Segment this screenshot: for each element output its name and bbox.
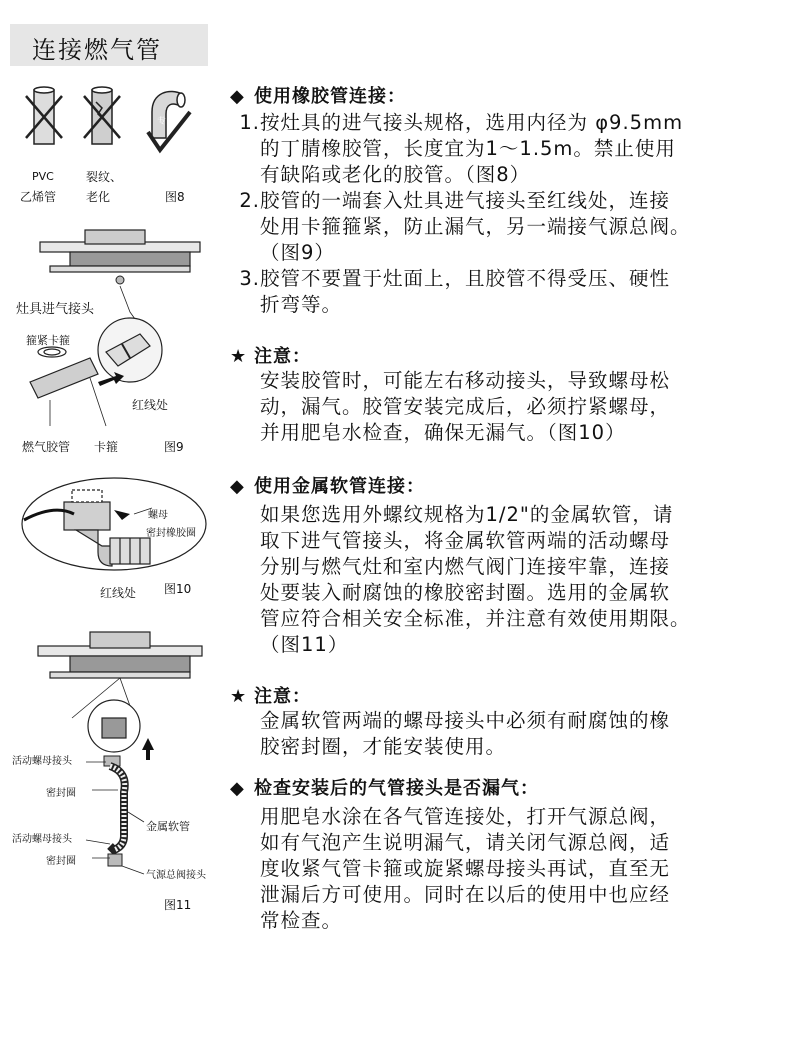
paragraph-line: 并用肥皂水检查，确保无漏气。（图10）	[260, 421, 626, 444]
fig9-gas-hose-label: 燃气胶管	[22, 440, 71, 454]
note-2-heading	[230, 682, 786, 708]
diamond-bullet-icon: ◆	[230, 778, 245, 799]
paragraph-line: 处要装入耐腐蚀的橡胶密封圈。选用的金属软	[260, 581, 671, 604]
metal-hose-icon	[104, 756, 125, 866]
metal-hose-heading	[230, 472, 786, 498]
list-item-line: 胶管的一端套入灶具进气接头至红线处，连接	[260, 189, 671, 212]
fig11-metal-hose-label: 金属软管	[146, 820, 190, 833]
star-bullet-icon: ★	[230, 686, 248, 707]
rubber-hose-list	[230, 110, 786, 318]
fig9-red-line-label: 红线处	[132, 398, 169, 412]
note-2-heading-text: 注意：	[254, 686, 311, 707]
note-1-heading	[230, 342, 786, 368]
paragraph-line: 金属软管两端的螺母接头中必须有耐腐蚀的橡	[260, 709, 671, 732]
paragraph-line: 度收紧气管卡箍或旋紧螺母接头再试，直至无	[260, 857, 671, 880]
clamp-icon	[38, 347, 66, 357]
leak-check-heading-text: 检查安装后的气管接头是否漏气：	[254, 778, 539, 799]
paragraph-line: 管应符合相关安全标准，并注意有效使用期限。	[260, 607, 691, 630]
diamond-bullet-icon: ◆	[230, 86, 245, 107]
fig8-aging-label: 老化	[86, 190, 111, 204]
paragraph-line: 泄漏后方可使用。同时在以后的使用中也应经	[260, 883, 671, 906]
leak-check-heading	[230, 774, 786, 800]
paragraph-line: 用肥皂水涂在各气管连接处，打开气源总阀，	[260, 805, 671, 828]
paragraph-line: 如果您选用外螺纹规格为1/2"的金属软管，请	[260, 503, 674, 526]
fig11-valve-joint-label: 气源总阀接头	[146, 870, 206, 881]
fig8-pvc-label: PVC	[32, 170, 54, 183]
fig9-clamp-tight-label: 箍紧卡箍	[26, 334, 70, 347]
fig8-special-label: 专用	[156, 114, 176, 128]
fig9-caption: 图9	[164, 440, 184, 454]
page-title: 连接燃气管	[32, 36, 162, 64]
list-item-number: 3.	[239, 267, 260, 290]
list-item-line: 处用卡箍箍紧，防止漏气，另一端接气源总阀。	[260, 215, 691, 238]
fig8-pvc-label-2: 乙烯管	[20, 190, 57, 204]
rubber-hose-heading	[230, 82, 786, 108]
inlet-joint-icon	[116, 276, 124, 284]
fig10-caption: 图10	[164, 582, 192, 596]
note-1-body	[230, 368, 787, 446]
fig10-nut-label: 螺母	[148, 510, 168, 521]
list-item	[230, 188, 786, 266]
fig9-inlet-label: 灶具进气接头	[16, 302, 95, 317]
list-item	[230, 266, 786, 318]
rubber-hose-heading-text: 使用橡胶管连接：	[254, 86, 406, 107]
stove-body-icon	[40, 230, 200, 272]
hose-joint-detail-icon	[98, 318, 162, 382]
note-1-heading-text: 注意：	[254, 346, 311, 367]
paragraph-line: 常检查。	[260, 909, 343, 932]
paragraph-line: 取下进气管接头，将金属软管两端的活动螺母	[260, 529, 671, 552]
paragraph-line: 胶密封圈，才能安装使用。	[260, 735, 507, 758]
paragraph-line: 如有气泡产生说明漏气，请关闭气源总阀，适	[260, 831, 671, 854]
stove-body-icon-2	[38, 632, 202, 678]
fig9-clamp-label: 卡箍	[94, 440, 119, 454]
page-title-box	[10, 24, 208, 66]
list-item-line: （图9）	[260, 241, 335, 264]
fig11-nut-joint-2-label: 活动螺母接头	[12, 834, 72, 845]
fig8-caption: 图8	[165, 190, 185, 204]
list-item-number: 1.	[239, 111, 260, 134]
up-arrow-icon	[142, 738, 154, 760]
list-item-number: 2.	[239, 189, 260, 212]
list-item	[230, 110, 786, 188]
fig10-red-line-label: 红线处	[100, 586, 137, 600]
nut-joint-detail-icon	[88, 700, 140, 752]
paragraph-line: 安装胶管时，可能左右移动接头，导致螺母松	[260, 369, 671, 392]
diamond-bullet-icon: ◆	[230, 476, 245, 497]
leak-check-body	[230, 804, 787, 934]
hose-pipe-icon	[30, 358, 98, 398]
fig11-caption: 图11	[164, 898, 192, 912]
list-item-line: 胶管不要置于灶面上，且胶管不得受压、硬性	[260, 267, 671, 290]
list-item-line: 的丁腈橡胶管，长度宜为1～1.5m。禁止使用	[260, 137, 676, 160]
fig11-seal-1-label: 密封圈	[46, 788, 76, 799]
metal-hose-body	[230, 502, 787, 658]
fig8-crack-label: 裂纹、	[86, 170, 123, 184]
paragraph-line: 分别与燃气灶和室内燃气阀门连接牢靠，连接	[260, 555, 671, 578]
list-item-line: 有缺陷或老化的胶管。（图8）	[260, 163, 531, 186]
metal-hose-heading-text: 使用金属软管连接：	[254, 476, 425, 497]
fig11-seal-2-label: 密封圈	[46, 856, 76, 867]
paragraph-line: 动，漏气。胶管安装完成后，必须拧紧螺母，	[260, 395, 671, 418]
note-2-body	[230, 708, 787, 760]
fig10-seal-label: 密封橡胶圈	[146, 528, 196, 539]
list-item-line: 按灶具的进气接头规格，选用内径为 φ9.5mm	[260, 111, 684, 134]
star-bullet-icon: ★	[230, 346, 248, 367]
paragraph-line: （图11）	[260, 633, 349, 656]
fig11-nut-joint-1-label: 活动螺母接头	[12, 756, 72, 767]
list-item-line: 折弯等。	[260, 293, 343, 316]
